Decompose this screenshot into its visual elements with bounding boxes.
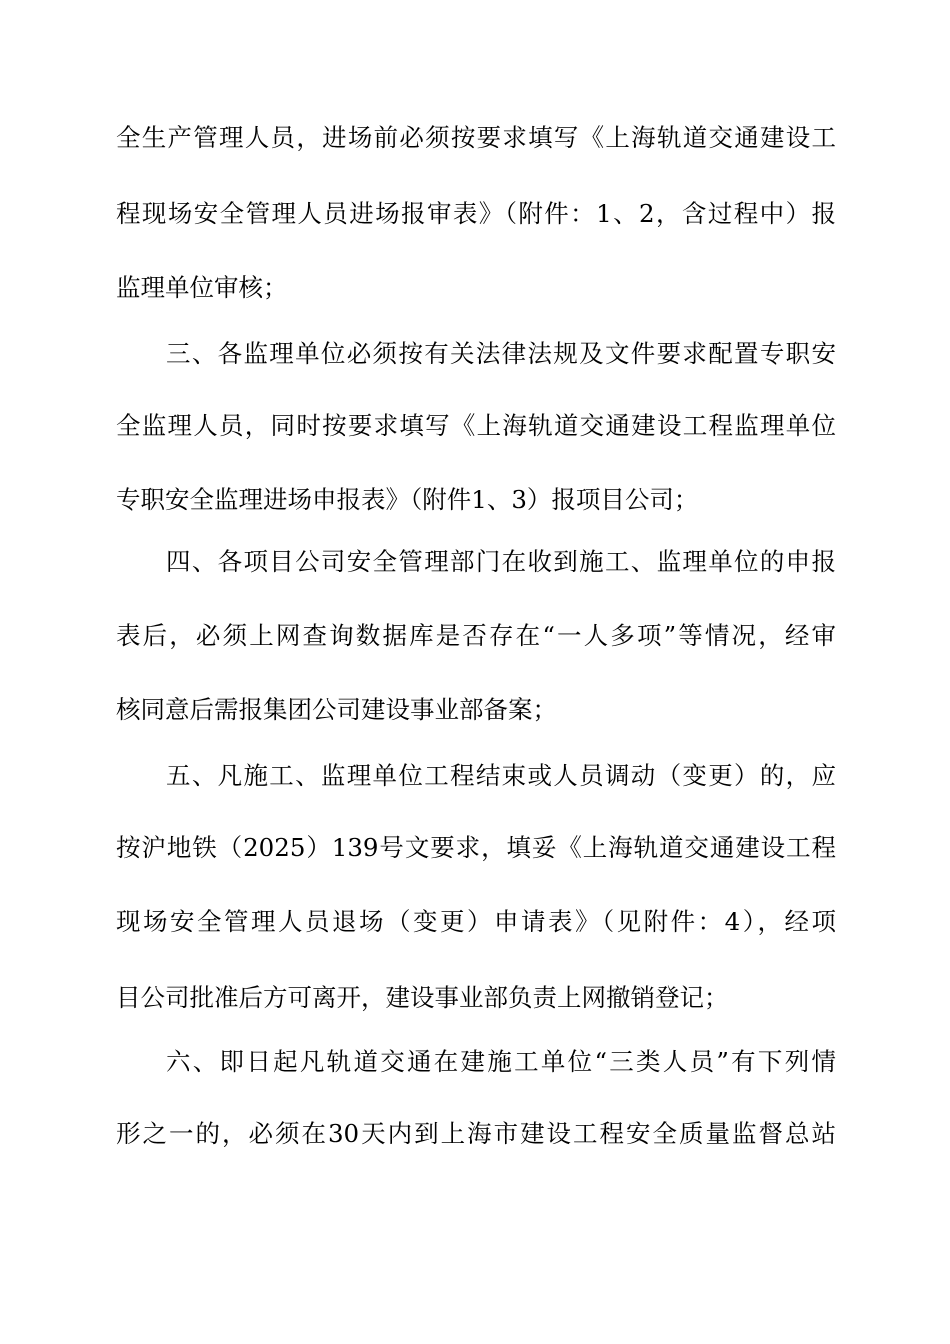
text-line-2: 程现场安全管理人员进场报审表》（附件：1、2，含过程中）报 [116, 199, 836, 228]
text-line-9: 核同意后需报集团公司建设事业部备案； [116, 695, 557, 724]
text-line-1: 全生产管理人员，进场前必须按要求填写《上海轨道交通建设工 [116, 123, 836, 152]
text-line-13: 目公司批准后方可离开，建设事业部负责上网撤销登记； [116, 983, 729, 1012]
text-line-10: 五、凡施工、监理单位工程结束或人员调动（变更）的，应 [166, 761, 836, 790]
text-line-11: 按沪地铁（2025）139号文要求，填妥《上海轨道交通建设工程 [116, 833, 836, 862]
text-line-7: 四、各项目公司安全管理部门在收到施工、监理单位的申报 [166, 547, 836, 576]
text-line-4: 三、各监理单位必须按有关法律法规及文件要求配置专职安 [166, 339, 836, 368]
text-line-15: 形之一的，必须在30天内到上海市建设工程安全质量监督总站 [116, 1119, 836, 1148]
text-line-8: 表后，必须上网查询数据库是否存在“一人多项”等情况，经审 [116, 621, 836, 650]
text-line-12: 现场安全管理人员退场（变更）申请表》（见附件：4），经项 [116, 907, 836, 936]
text-line-6: 专职安全监理进场申报表》（附件1、3）报项目公司； [116, 485, 699, 514]
text-line-3: 监理单位审核； [116, 273, 288, 302]
text-line-14: 六、即日起凡轨道交通在建施工单位“三类人员”有下列情 [166, 1047, 836, 1076]
text-line-5: 全监理人员，同时按要求填写《上海轨道交通建设工程监理单位 [116, 411, 836, 440]
